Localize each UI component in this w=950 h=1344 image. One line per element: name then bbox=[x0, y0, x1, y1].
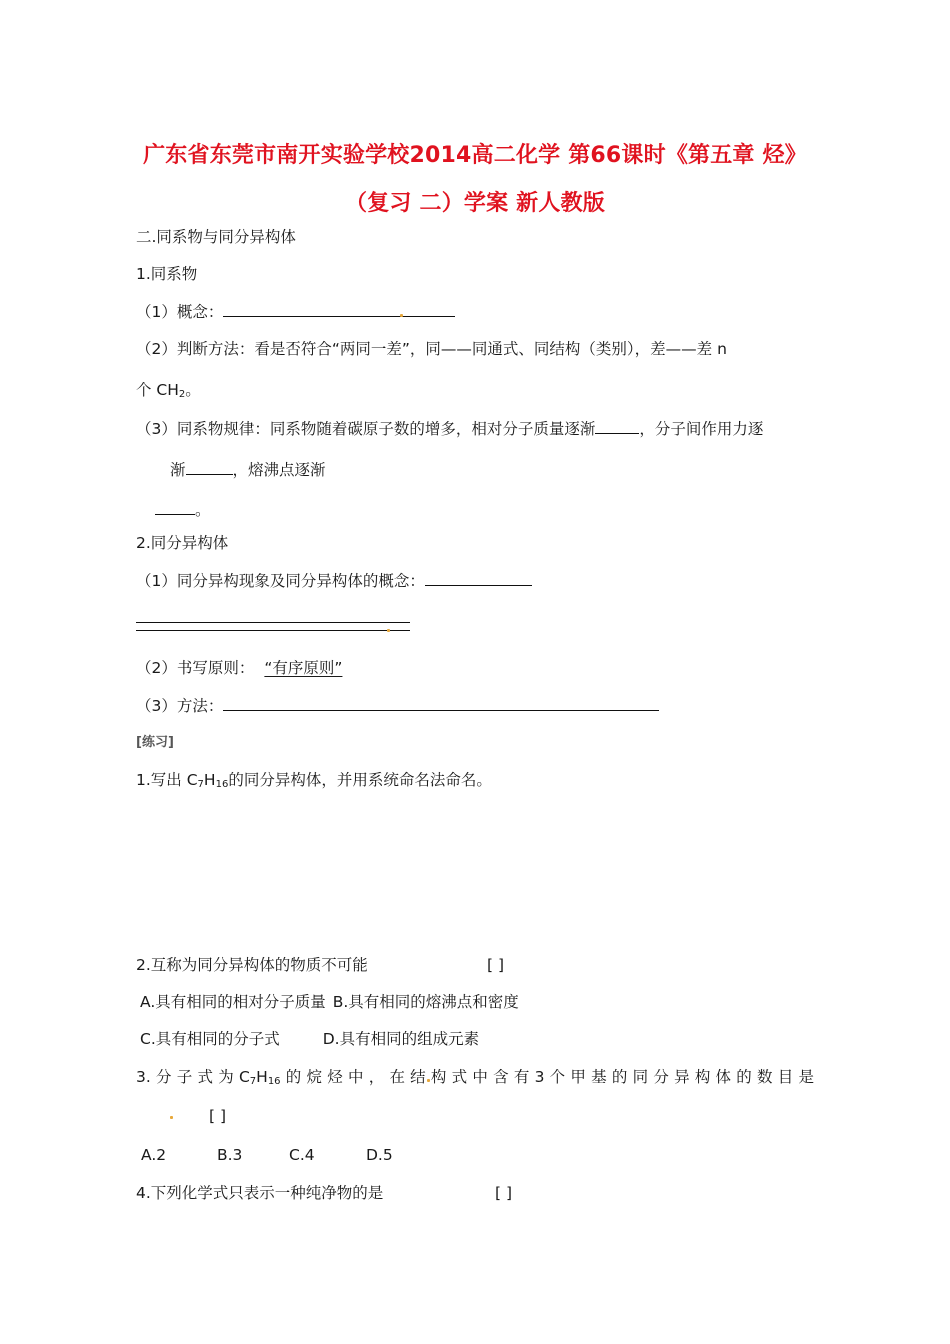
method-line2-prefix: 个 CH bbox=[136, 381, 179, 399]
document-title-line2: （复习 二）学案 新人教版 bbox=[345, 191, 605, 216]
isomer-concept-blank[interactable] bbox=[425, 570, 532, 586]
q3-char: 分 bbox=[653, 1068, 669, 1086]
concept-blank[interactable] bbox=[223, 301, 455, 317]
homologue-heading: 1.同系物 bbox=[136, 265, 198, 283]
q3-char: 中 bbox=[472, 1068, 488, 1086]
q3-option-c[interactable]: C.4 bbox=[289, 1146, 315, 1164]
question-2 bbox=[136, 955, 368, 975]
q2-options-row1 bbox=[140, 992, 519, 1012]
q2-answer-bracket[interactable]: [ ] bbox=[487, 956, 505, 974]
q1-sub2: 16 bbox=[215, 779, 229, 790]
q3-char: 基 bbox=[591, 1068, 607, 1086]
rule-line2-a: 渐 bbox=[170, 461, 186, 479]
q3-char: 同 bbox=[632, 1068, 649, 1086]
q3-char: 为 bbox=[218, 1068, 234, 1086]
q3-char: 异 bbox=[674, 1068, 690, 1086]
q3-char: 目 bbox=[777, 1068, 794, 1086]
answer-line-1 bbox=[136, 622, 410, 623]
q3-char: 式 bbox=[197, 1068, 213, 1086]
section-heading: 二.同系物与同分异构体 bbox=[136, 228, 296, 246]
q1-sub1: 7 bbox=[197, 779, 204, 790]
q2-option-c[interactable]: C.具有相同的分子式 bbox=[140, 1030, 280, 1048]
q3-char: 的 bbox=[611, 1068, 628, 1086]
question-3 bbox=[136, 1067, 814, 1092]
q1-prefix: 1.写出 C bbox=[136, 771, 198, 789]
isomer-principle bbox=[136, 658, 344, 678]
isomer-principle-label: （2）书写原则： bbox=[136, 659, 255, 677]
homologue-method-line2 bbox=[136, 380, 201, 405]
q3-char: 烃 bbox=[327, 1068, 343, 1086]
homologue-concept bbox=[136, 301, 455, 322]
stray-dot-3 bbox=[427, 1079, 430, 1082]
question-4: 4.下列化学式只表示一种纯净物的是 bbox=[136, 1184, 384, 1202]
isomer-concept bbox=[136, 570, 532, 591]
homologue-concept-label: （1）概念： bbox=[136, 303, 224, 321]
isomer-concept-label: （1）同分异构现象及同分异构体的概念： bbox=[136, 572, 425, 590]
q3-char: 数 bbox=[757, 1068, 773, 1086]
rule-line1-a: （3）同系物规律：同系物随着碳原子数的增多，相对分子质量逐渐 bbox=[136, 420, 596, 438]
rule-line3-end: 。 bbox=[195, 501, 211, 519]
answer-line-2 bbox=[136, 630, 410, 631]
force-trend-blank[interactable] bbox=[186, 459, 233, 475]
q3-char: 分 bbox=[156, 1068, 172, 1086]
q3-char: 在 bbox=[389, 1068, 405, 1086]
method-line2-suffix: 。 bbox=[185, 381, 201, 399]
q3-char: 中 bbox=[347, 1068, 364, 1086]
q1-mid: H bbox=[203, 771, 216, 789]
q3-option-a[interactable]: A.2 bbox=[141, 1146, 167, 1164]
q3-char: 体 bbox=[715, 1068, 732, 1086]
q3-char: 个 bbox=[549, 1068, 566, 1086]
isomer-method bbox=[136, 695, 659, 716]
stray-dot-2 bbox=[387, 629, 390, 632]
isomer-method-label: （3）方法： bbox=[136, 697, 224, 715]
q4-answer-bracket[interactable]: [ ] bbox=[495, 1184, 513, 1202]
q3-char: 3. bbox=[136, 1068, 151, 1086]
q2-option-b[interactable]: B.具有相同的熔沸点和密度 bbox=[332, 993, 519, 1011]
q3-option-b[interactable]: B.3 bbox=[217, 1146, 243, 1164]
isomer-method-blank[interactable] bbox=[223, 695, 659, 711]
stray-dot bbox=[400, 314, 403, 317]
isomer-heading: 2.同分异构体 bbox=[136, 534, 229, 552]
q3-char: 是 bbox=[798, 1068, 814, 1086]
homologue-method-line1: （2）判断方法：看是否符合“两同一差”，同——同通式、同结构（类别），差——差 n bbox=[136, 340, 727, 358]
homologue-rule-line3 bbox=[155, 499, 211, 520]
q3-char: 结 bbox=[410, 1068, 426, 1086]
q3-char: 式 bbox=[451, 1068, 468, 1086]
question-1 bbox=[136, 770, 492, 795]
mass-trend-blank[interactable] bbox=[595, 418, 639, 434]
homologue-rule-line1 bbox=[136, 418, 763, 439]
rule-line2-b: ，熔沸点逐渐 bbox=[232, 461, 326, 479]
practice-tag: [练习] bbox=[136, 735, 174, 750]
homologue-rule-line2 bbox=[170, 459, 326, 480]
q2-option-a[interactable]: A.具有相同的相对分子质量 bbox=[140, 993, 326, 1011]
q2-option-d[interactable]: D.具有相同的组成元素 bbox=[322, 1030, 480, 1048]
q3-char: ， bbox=[368, 1068, 385, 1086]
method-line2-sub: 2 bbox=[178, 389, 186, 400]
q3-char: 甲 bbox=[570, 1068, 586, 1086]
q3-char: 构 bbox=[694, 1068, 711, 1086]
q3-char: 子 bbox=[176, 1068, 193, 1086]
q1-suffix: 的同分异构体，并用系统命名法命名。 bbox=[228, 771, 492, 789]
q3-formula: $C_7H_{16}$ bbox=[238, 1068, 281, 1087]
q3-answer-bracket[interactable]: [ ] bbox=[209, 1107, 227, 1125]
rule-line1-b: ，分子间作用力逐 bbox=[639, 420, 764, 438]
q3-char: 的 bbox=[736, 1068, 752, 1086]
q3-char: 的 bbox=[285, 1068, 302, 1086]
stray-dot-4 bbox=[170, 1116, 173, 1119]
bp-trend-blank[interactable] bbox=[155, 499, 195, 515]
q3-char: 构 bbox=[430, 1068, 447, 1086]
q3-char: 烷 bbox=[306, 1068, 323, 1086]
q2-text: 2.互称为同分异构体的物质不可能 bbox=[136, 956, 368, 974]
q3-char: 有 bbox=[513, 1068, 530, 1086]
q3-option-d[interactable]: D.5 bbox=[366, 1146, 393, 1164]
document-title-line1: 广东省东莞市南开实验学校2014高二化学 第66课时《第五章 烃》 bbox=[143, 143, 807, 168]
q3-char: 含 bbox=[493, 1068, 509, 1086]
isomer-principle-value: “有序原则” bbox=[264, 659, 343, 677]
q3-char: 3 bbox=[534, 1068, 545, 1086]
q2-options-row2 bbox=[140, 1029, 479, 1049]
